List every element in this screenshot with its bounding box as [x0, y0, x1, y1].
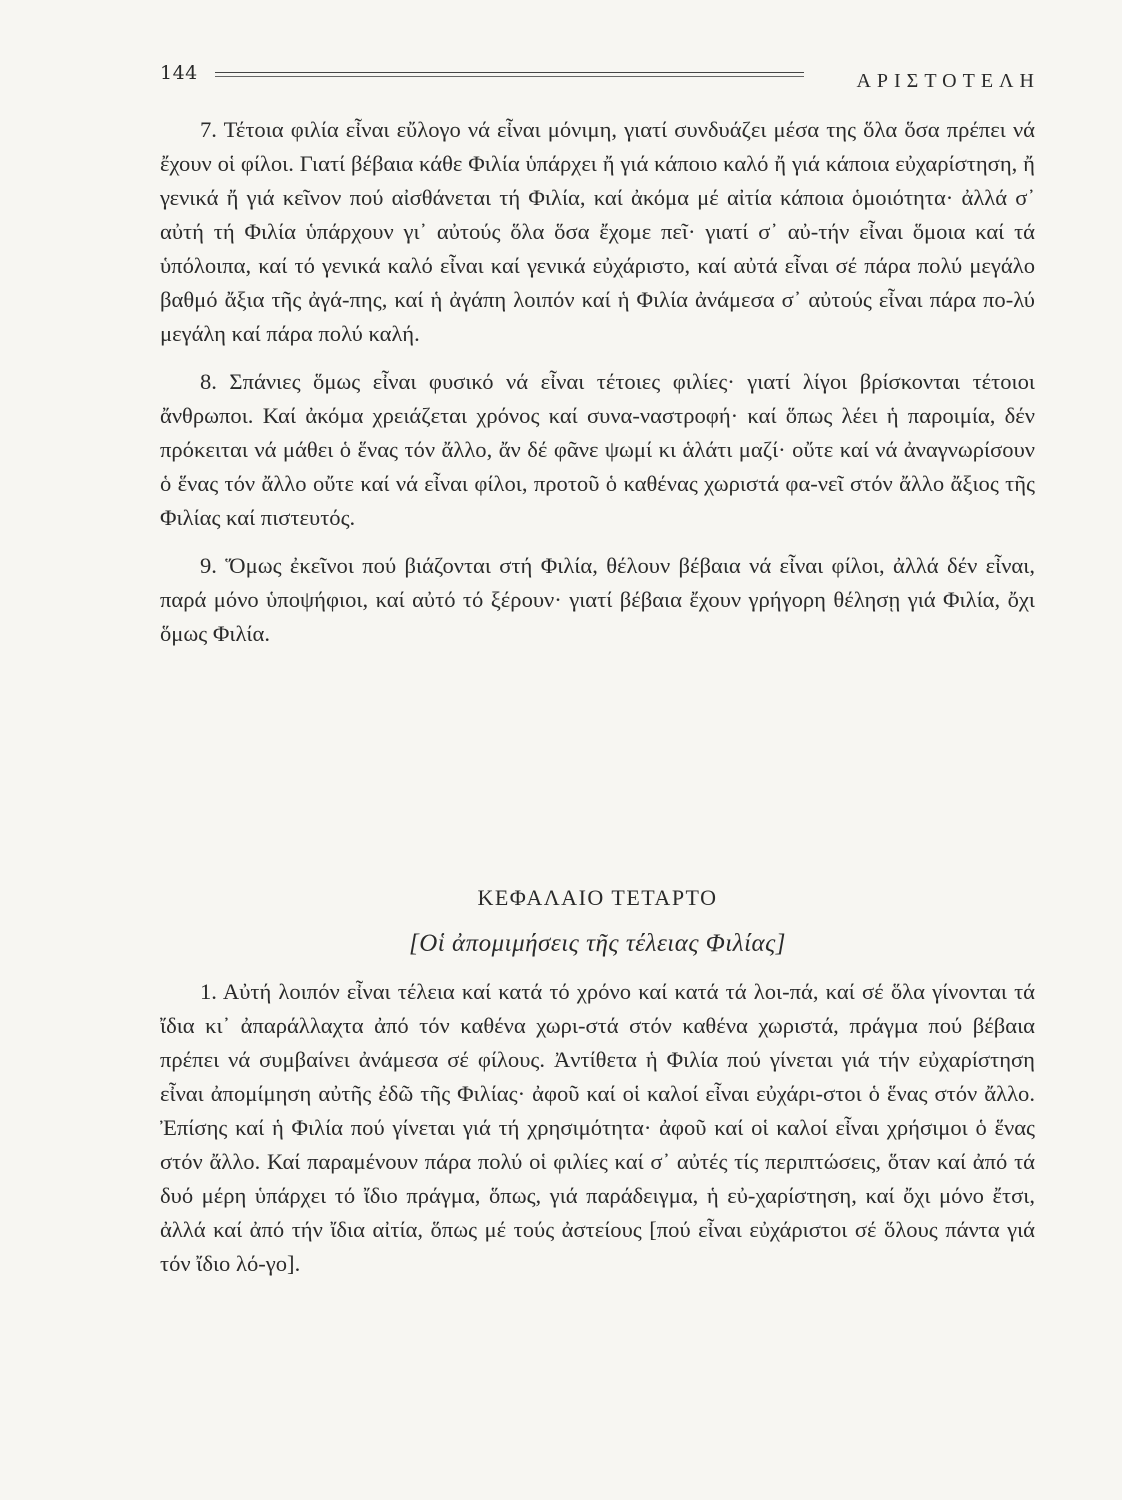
body-section-a [160, 113, 1035, 665]
paragraph-1: 1. Αὐτή λοιπόν εἶναι τέλεια καί κατά τό χρόνο καί κατά τά λοι-πά, καί σέ ὅλα γίνονται τά ἴδια κι᾽ ἀπαράλλαχτα ἀπό τόν καθένα χωρι-στά στόν καθένα χωριστά, πράγμα πού βέβαια πρέπει νά συμβαίνει ἀνάμεσα σέ φίλους. Ἀντίθετα ἡ Φιλία πού γίνεται γιά τήν εὐχαρίστηση εἶναι ἀπομίμηση αὐτῆς ἐδῶ τῆς Φιλίας· ἀφοῦ καί οἱ καλοί εἶναι εὐχάρι-στοι ὁ ἕνας στόν ἄλλο. Ἐπίσης καί ἡ Φιλία πού γίνεται γιά τή χρησιμότητα· ἀφοῦ καί οἱ καλοί εἶναι χρήσιμοι ὁ ἕνας στόν ἄλλο. Καί παραμένουν πάρα πολύ οἱ φιλίες καί σ᾽ αὐτές τίς περιπτώσεις, ὅταν καί ἀπό τά δυό μέρη ὑπάρχει τό ἴδιο πράγμα, ὅπως, γιά παράδειγμα, ἡ εὐ-χαρίστηση, καί ὄχι μόνο ἔτσι, ἀλλά καί ἀπό τήν ἴδια αἰτία, ὅπως μέ τούς ἀστείους [πού εἶναι εὐχάριστοι σέ ὅλους πάντα γιά τόν ἴδιο λό-γο]. [160, 979, 1035, 1276]
paragraph-7: 7. Τέτοια φιλία εἶναι εὔλογο νά εἶναι μόνιμη, γιατί συνδυάζει μέσα της ὅλα ὅσα πρέπει νά ἔχουν οἱ φίλοι. Γιατί βέβαια κάθε Φιλία ὑπάρχει ἤ γιά κάποιο καλό ἤ γιά κάποια εὐχαρίστηση, ἤ γενικά ἤ γιά κεῖνον πού αἰσθάνεται τή Φιλία, καί ἀκόμα μέ αἰτία κάποια ὁμοιότητα· ἀλλά σ᾽ αὐτή τή Φιλία ὑπάρχουν γι᾽ αὐτούς ὅλα ὅσα ἔχομε πεῖ· γιατί σ᾽ αὐ-τήν εἶναι ὅμοια καί τά ὑπόλοιπα, καί τό γενικά καλό εἶναι καί γενικά εὐχάριστο, καί αὐτά εἶναι σέ πάρα πολύ μεγάλο βαθμό ἄξια τῆς ἀγά-πης, καί ἡ ἀγάπη λοιπόν καί ἡ Φιλία ἀνάμεσα σ᾽ αὐτούς εἶναι πάρα πο-λύ μεγάλη καί πάρα πολύ καλή. [160, 117, 1035, 346]
page-number: 144 [160, 62, 198, 84]
body-section-b [160, 975, 1035, 1295]
paragraph-9: 9. Ὅμως ἐκεῖνοι πού βιάζονται στή Φιλία, θέλουν βέβαια νά εἶναι φίλοι, ἀλλά δέν εἶναι, παρά μόνο ὑποψήφιοι, καί αὐτό τό ξέρουν· γιατί βέβαια ἔχουν γρήγορη θέλησῃ γιά Φιλία, ὄχι ὅμως Φιλία. [160, 553, 1035, 646]
running-title: ΑΡΙΣΤΟΤΕΛΗ [856, 70, 1040, 92]
header-rule-thin [215, 76, 804, 77]
page-header [160, 56, 1040, 96]
chapter-heading: ΚΕΦΑΛΑΙΟ ΤΕΤΑΡΤΟ [477, 885, 718, 910]
chapter-subtitle: [Οἱ ἀπομιμήσεις τῆς τέλειας Φιλίας] [408, 930, 787, 957]
paragraph-8: 8. Σπάνιες ὅμως εἶναι φυσικό νά εἶναι τέτοιες φιλίες· γιατί λίγοι βρίσκονται τέτοιοι ἄνθρωποι. Καί ἀκόμα χρειάζεται χρόνος καί συνα-ναστροφή· καί ὅπως λέει ἡ παροιμία, δέν πρόκειται νά μάθει ὁ ἕνας τόν ἄλλο, ἄν δέ φᾶνε ψωμί κι ἁλάτι μαζί· οὔτε καί νά ἀναγνωρίσουν ὁ ἕνας τόν ἄλλο οὔτε καί νά εἶναι φίλοι, προτοῦ ὁ καθένας χωριστά φα-νεῖ στόν ἄλλο ἄξιος τῆς Φιλίας καί πιστευτός. [160, 369, 1035, 530]
header-rule [215, 72, 804, 73]
